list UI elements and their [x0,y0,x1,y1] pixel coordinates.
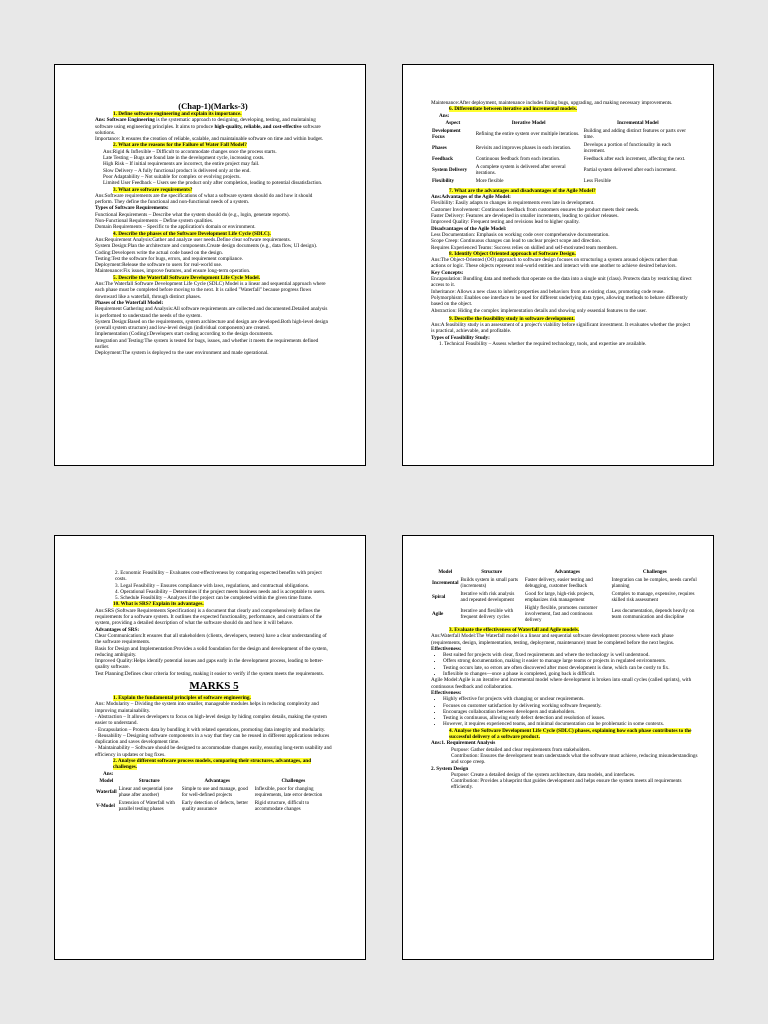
advantages-heading: Ans:Advantages of the Agile Model: [431,194,511,201]
waterfall-phase: Implementation (Coding):Developers start coding according to the design documents. [95,331,274,338]
purpose-text: Purpose: Create a detailed design of the system architecture, data models, and interfaces. [451,771,636,778]
reason-item: Ans:Rigid & Inflexible – Difficult to accommodate changes once the process starts. [103,148,277,155]
agile-model-text: Agile Model:Agile is an iterative and incremental model where development is broken into small cycles (called sprints), with continuous feedback and collaboration. [431,677,692,690]
table-header: Advantages [204,777,230,784]
table-row: Incremental Builds system in small parts (increments) Faster delivery, easier testing and debugging, customer feedback Integration can be complex, needs careful planning [432,577,697,589]
concept-item: Inheritance: Allows a new class to inherit properties and behaviors from an existing class, promoting code reuse. [431,288,665,295]
waterfall-effectiveness-list [431,652,699,677]
table-header: Challenges [281,777,306,784]
question-1: 1. Define software engineering and explain its importance. [113,111,242,117]
question-3-marks5: 3. Evaluate the effectiveness of Waterfall and Agile models. [449,627,580,633]
question-2: 2. What are the reasons for the Failure of Water Fall Model? [113,142,247,149]
srs-advantage: Test Planning:Defines clear criteria for testing, making it easier to verify if the system meets the requirements. [95,670,324,677]
sdlc-phase: Testing:Test the software for bugs, errors, and requirement compliance. [95,255,244,262]
advantage-item: Flexibility: Easily adapts to changes in requirements even late in development. [431,200,595,207]
list-item: • However, it requires experienced teams, and minimal documentation can be problematic in some contexts. [443,721,699,727]
requirement-type: Functional Requirements – Describe what the system should do (e.g., login, generate reports). [95,211,290,218]
table-header: Incremental Model [616,119,659,126]
system-design-heading: 2. System Design [431,765,469,772]
page-4 [402,535,714,960]
list-item: • Testing occurs late, so errors are often discovered after most development is done, which can be costly to fix. [443,665,699,671]
requirement-analysis-heading: Ans:1. Requirement Analysis [431,740,496,747]
principle-item: · Reusability – Designing software components in a way that they can be reused in different applications reduces duplication and saves development time. [95,732,330,746]
table-header: Structure [138,777,160,784]
question-1-marks5: 1. Explain the fundamental principles of software engineering. [113,695,251,702]
answer-label: Ans: [103,770,114,777]
principle-item: · Abstraction – It allows developers to focus on high-level design by hiding complex details, making the system easier to understand. [95,713,327,727]
answer-3: Ans:Software requirements are the specifications of what a software system should do and how it should perform. They define the functional and non-functional needs of a system. [95,192,313,206]
advantage-item: Faster Delivery: Features are developed in smaller increments, leading to quicker releases. [431,213,619,220]
page-title: (Chap-1)(Marks-3) [178,101,248,111]
answer-3-marks5: Ans:Waterfall Model:The Waterfall model is a linear and sequential software development process where each phase (requirements, design, implementation, testing, deployment, maintenance) must be completed before the next begins. [431,633,675,646]
sdlc-phase: Deployment:Release the software to users for real-world use. [95,262,223,269]
table-row: Waterfall Linear and sequential (one phase after another) Simple to use and manage, good for well-defined projects Inflexible, poor for changing requirements, late error detection [96,785,323,798]
feasibility-item: 4. Operational Feasibility – Determines if the project meets business needs and is acceptable to users. [115,588,326,595]
question-5: 5. Describe the Waterfall Software Development Life Cycle Model. [113,274,261,281]
concept-item: Encapsulation: Bundling data and methods that operate on the data into a single unit (class). Protects data by restricting direct access to it. [431,276,692,289]
question-4-marks5: 4. Analyse the Software Development Life Cycle (SDLC) phases, explaining how each phase contributes to the successful delivery of a software product. [449,727,692,741]
srs-advantage: Improved Quality:Helps identify potential issues and gaps early in the development process, leading to better-quality software. [95,658,324,671]
reason-item: Poor Adaptability – Not suitable for complex or evolving projects. [103,173,241,180]
maintenance-text: Maintenance:After deployment, maintenance includes fixing bugs, upgrading, and making necessary improvements. [431,100,673,106]
question-4: 4. Describe the phases of the Software Development Life Cycle (SDLC). [113,230,271,237]
list-item: • Offers strong documentation, making it easier to manage large teams or projects in regulated environments. [443,658,699,664]
principle-item: Ans: Modularity – Dividing the system into smaller, manageable modules helps in reducing complexity and improving maintainability. [95,701,319,714]
disadvantage-item: Requires Experienced Teams: Success relies on skilled and self-motivated team members. [431,244,618,251]
requirement-type: Non-Functional Requirements – Define system qualities. [95,218,214,225]
table-header: Model [99,777,114,784]
sdlc-phase: Maintenance:Fix issues, improve features, and ensure long-term operation. [95,268,251,275]
key-concepts-heading: Key Concepts: [431,269,464,276]
list-item: • Focuses on customer satisfaction by delivering working software frequently. [443,703,699,709]
phases-heading: Phases of the Waterfall Model: [95,299,164,306]
feasibility-types-heading: Types of Feasibility Study: [431,334,490,341]
page-1 [54,64,366,466]
question-9: 9. Describe the feasibility study in software development. [449,315,575,322]
srs-advantage: Clear Communication:It ensures that all stakeholders (clients, developers, testers) have a clear understanding of the software requirements. [95,632,327,646]
principle-item: · Encapsulation – Protects data by bundling it with related operations, promoting data integrity and modularity. [95,726,326,733]
answer-8: Ans:The Object-Oriented (OO) approach to software design focuses on structuring a system around objects rather than actions or logic. These objects represent real-world entities and interact with one another to achieve desired behaviors. [431,257,678,270]
table-row: System Delivery A complete system is delivered after several iterations. Partial system delivered after each increment. [432,163,677,176]
sdlc-phase: Coding:Developers write the actual code based on the design. [95,249,224,256]
list-item: • Testing is continuous, allowing early defect detection and resolution of issues. [443,715,699,721]
list-item: • Best suited for projects with clear, fixed requirements and where the technology is well understood. [443,652,699,658]
table-header: Advantages [554,569,580,575]
question-7: 7. What are the advantages and disadvantages of the Agile Model? [449,187,596,194]
effectiveness-heading: Effectiveness: [431,645,462,652]
table-header: Aspect [445,119,461,126]
reason-item: Slow Delivery – A fully functional product is delivered only at the end. [103,167,251,174]
iterative-incremental-table [431,119,693,185]
feasibility-item: 3. Legal Feasibility – Ensures compliance with laws, regulations, and contractual obligations. [115,582,310,589]
waterfall-phase: Requirement Gathering and Analysis:All software requirements are collected and documented.Detailed analysis is performed to understand the needs of the system. [95,306,328,319]
answer-label: Ans: [439,112,450,119]
question-6: 6. Differentiate between iterative and incremental models. [449,106,578,113]
requirement-type: Domain Requirements – Specific to the application's domain or environment. [95,224,256,231]
list-item: • Inflexible to changes—once a phase is completed, going back is difficult. [443,671,699,677]
table-header: Model [438,569,453,575]
types-heading: Types of Software Requirements: [95,205,169,212]
concept-item: Abstraction: Hiding the complex implementation details and showing only essential features to the user. [431,307,647,314]
question-3: 3. What are software requirements? [113,186,193,193]
question-10: 10. What is SRS? Explain its advantages. [113,601,204,608]
feasibility-item: 5. Schedule Feasibility – Analyzes if the project can be completed within the given time frame. [115,595,313,602]
table-row: Flexibility More flexible Less Flexible [432,177,611,184]
principle-item: · Maintainability – Software should be designed to accommodate changes easily, ensuring long-term usability and efficiency in updates or bug fixes. [95,745,332,758]
table-header: Structure [481,569,503,575]
srs-advantages-heading: Advantages of SRS: [95,626,140,633]
list-item: • Encourages collaboration between developers and stakeholders. [443,709,699,715]
srs-advantage: Basis for Design and Implementation:Provides a solid foundation for the design and development of the system, reducing ambiguity. [95,645,328,658]
waterfall-phase: Integration and Testing:The system is tested for bugs, issues, and whether it meets the requirements defined earlier. [95,337,319,350]
answer-9: Ans:A feasibility study is an assessment of a project's viability before significant investment. It evaluates whether the project is practical, achievable, and profitable. [431,322,691,335]
advantage-item: Improved Quality: Frequent testing and revisions lead to higher quality. [431,219,580,226]
table-header: Challenges [642,569,667,575]
reason-item: High Risk – If initial requirements are incorrect, the entire project may fail. [103,161,260,168]
answer-1: Ans: Software Engineering is the systematic approach to designing, developing, testing, and maintaining software using engineering principles. It aims to produce high-quality, reliable, and cost-effective software solutions. [95,117,321,136]
table-row: Development Focus Refining the entire system over multiple iterations. Building and adding distinct features or parts over time. [432,127,686,140]
concept-item: Polymorphism: Enables one interface to be used for different underlying data types, allowing methods to behave differently based on the object. [431,294,688,308]
marks-5-heading: MARKS 5 [189,680,239,693]
feasibility-item: 1. Technical Feasibility – Assess whether the required technology, tools, and expertise are available. [439,341,647,348]
page-2 [402,64,714,466]
table-row: Feedback Continuous feedback from each iteration. Feedback after each increment, affecting the next. [432,155,686,162]
disadvantage-item: Less Documentation: Emphasis on working code over comprehensive documentation. [431,231,610,238]
advantage-item: Customer Involvement: Continuous feedback from customers ensures the product meets their needs. [431,206,640,213]
reason-item: Late Testing – Bugs are found late in the development cycle, increasing costs. [103,155,265,162]
contribution-text: Contribution: Provides a blueprint that guides development and helps ensure the system meets all requirements efficiently. [451,778,682,791]
question-8: 8. Identify Object Oriented approach of Software Design. [449,250,576,257]
answer-10: Ans:SRS (Software Requirements Specification) is a document that clearly and comprehensively defines the requirements for a software system. It outlines the expected functionality, performance, and constraints of the system, providing a detailed description of what the software should do and how it will behave. [95,607,323,627]
sdlc-phase: System Design:Plan the architecture and components.Create design documents (e.g., data flow, UI design). [95,243,318,250]
waterfall-phase: Deployment:The system is deployed to the user environment and made operational. [95,350,269,357]
purpose-text: Purpose: Gather detailed and clear requirements from stakeholders. [451,746,591,753]
table-header: Iterative Model [511,119,546,126]
feasibility-item: 2. Economic Feasibility – Evaluates cost-effectiveness by comparing expected benefits with project costs. [115,570,322,583]
waterfall-phase: System Design:Based on the requirements, system architecture and design are developed.Both high-level design (overall system structure) and low-level design (individual components) are created. [95,318,329,332]
reason-item: Limited User Feedback – Users see the product only after completion, leading to potential dissatisfaction. [103,180,323,187]
disadvantages-heading: Disadvantages of the Agile Model: [431,225,507,232]
agile-effectiveness-list [431,696,699,727]
table-row: Spiral Iterative with risk analysis and repeated development Good for large, high-risk projects, emphasizes risk management Complex to manage, expensive, requires skilled risk assessment [432,591,695,603]
effectiveness-heading: Effectiveness: [431,689,462,696]
disadvantage-item: Scope Creep: Continuous changes can lead to unclear project scope and direction. [431,238,601,245]
table-row: V-Model Extension of Waterfall with parallel testing phases Early detection of defects, better quality assurance Rigid structure, difficult to accommodate changes [96,799,310,812]
table-row: Phases Revisits and improves phases in each iteration. Develops a portion of functionality in each increment. [432,141,672,154]
process-models-table-continued [431,568,699,624]
process-models-table [95,777,333,813]
question-2-marks5: 2. Analyse different software process models, comparing their structures, advantages, and challenges. [113,758,312,771]
table-row: Agile Iterative and flexible with frequent delivery cycles Highly flexible, promotes customer involvement, fast and continuous delivery Less documentation, depends heavily on team communication and discipline [432,605,695,623]
list-item: • Highly effective for projects with changing or unclear requirements. [443,696,699,702]
answer-5: Ans:The Waterfall Software Development Life Cycle (SDLC) Model is a linear and sequential approach where each phase must be completed before moving to the next. It is called "Waterfall" because progress flows downward like a waterfall, through distinct phases. [95,281,326,300]
importance-text: Importance: It ensures the creation of reliable, scalable, and maintainable software on time and within budget. [95,136,324,143]
contribution-text: Contribution: Ensures the development team understands what the software must achieve, reducing misunderstandings and scope creep. [451,752,698,766]
page-3 [54,535,366,960]
sdlc-phase: Ans:Requirement Analysis:Gather and analyze user needs.Define clear software requirements. [95,236,291,243]
